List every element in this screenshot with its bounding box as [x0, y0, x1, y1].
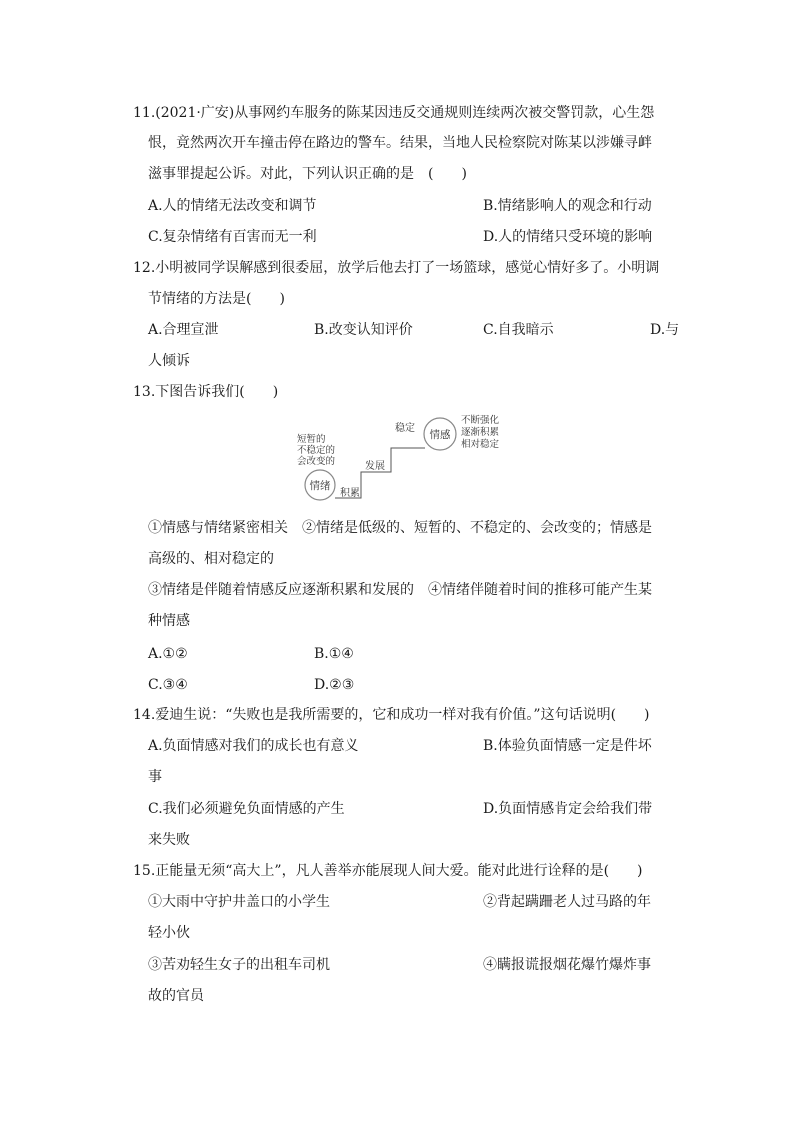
q14-option-b: B.体验负面情感一定是件坏 [483, 738, 652, 754]
q14-option-b-continued: 事 [148, 769, 162, 785]
q11-option-c: C.复杂情绪有百害而无一利 [148, 229, 317, 245]
q11-option-a: A.人的情绪无法改变和调节 [148, 198, 317, 214]
q13-option-a: A.①② [148, 646, 188, 662]
q13-stem: 13.下图告诉我们( ) [133, 384, 279, 400]
q11-stem-line-3: 滋事罪提起公诉。对此，下列认识正确的是 ( ) [148, 166, 467, 182]
q12-option-a: A.合理宣泄 [148, 322, 219, 338]
q13-statement-3-4-line-2: 种情感 [148, 613, 190, 629]
q14-option-c: C.我们必须避免负面情感的产生 [148, 801, 345, 817]
q14-option-d-continued: 来失败 [148, 832, 190, 848]
q12-option-d-continued: 人倾诉 [148, 353, 190, 369]
diagram-emotion-label: 情绪 [309, 480, 331, 492]
diagram-left-text-3: 会改变的 [297, 456, 336, 467]
q11-option-b: B.情绪影响人的观念和行动 [483, 198, 652, 214]
q13-option-d: D.②③ [314, 677, 355, 693]
q14-stem: 14.爱迪生说：“失败也是我所需要的，它和成功一样对我有价值。”这句话说明( ) [133, 707, 650, 723]
q12-option-c: C.自我暗示 [483, 322, 554, 338]
q14-option-d: D.负面情感肯定会给我们带 [483, 801, 653, 817]
q13-statement-1-2-line-1: ①情感与情绪紧密相关 ②情绪是低级的、短暂的、不稳定的、会改变的；情感是 [148, 520, 652, 536]
diagram-left-text-2: 不稳定的 [297, 445, 336, 456]
diagram-develop-label: 发展 [365, 461, 385, 472]
q15-statement-2-continued: 轻小伙 [148, 925, 190, 941]
diagram-left-text-1: 短暂的 [297, 434, 326, 445]
q15-statement-4: ④瞒报谎报烟花爆竹爆炸事 [483, 957, 651, 973]
emotion-feeling-diagram [295, 412, 515, 504]
q15-statement-4-continued: 故的官员 [148, 988, 204, 1004]
q12-option-d: D.与 [650, 322, 680, 338]
q12-option-b: B.改变认知评价 [314, 322, 413, 338]
q15-statement-2: ②背起蹒跚老人过马路的年 [483, 894, 651, 910]
q11-stem-line-1: 11.(2021·广安)从事网约车服务的陈某因违反交通规则连续两次被交警罚款，心生怨 [133, 105, 655, 121]
q14-option-a: A.负面情感对我们的成长也有意义 [148, 738, 359, 754]
diagram-right-text-2: 逐渐积累 [461, 427, 500, 438]
q13-option-c: C.③④ [148, 677, 188, 693]
diagram-stable-label: 稳定 [395, 423, 415, 434]
q15-statement-3: ③苦劝轻生女子的出租车司机 [148, 957, 330, 973]
q11-option-d: D.人的情绪只受环境的影响 [483, 229, 653, 245]
q13-statement-1-2-line-2: 高级的、相对稳定的 [148, 551, 274, 567]
diagram-feeling-label: 情感 [429, 429, 451, 441]
diagram-right-text-3: 相对稳定 [461, 439, 500, 450]
diagram-right-text-1: 不断强化 [461, 415, 500, 426]
q13-option-b: B.①④ [314, 646, 354, 662]
q11-stem-line-2: 恨，竟然两次开车撞击停在路边的警车。结果，当地人民检察院对陈某以涉嫌寻衅 [148, 135, 652, 151]
diagram-accumulate-label: 积累 [340, 488, 360, 499]
q12-stem-line-1: 12.小明被同学误解感到很委屈，放学后他去打了一场篮球，感觉心情好多了。小明调 [133, 260, 660, 276]
q15-statement-1: ①大雨中守护井盖口的小学生 [148, 894, 330, 910]
q12-stem-line-2: 节情绪的方法是( ) [148, 291, 285, 307]
q13-statement-3-4-line-1: ③情绪是伴随着情感反应逐渐积累和发展的 ④情绪伴随着时间的推移可能产生某 [148, 582, 652, 598]
q15-stem: 15.正能量无须“高大上”，凡人善举亦能展现人间大爱。能对此进行诠释的是( ) [133, 863, 643, 879]
